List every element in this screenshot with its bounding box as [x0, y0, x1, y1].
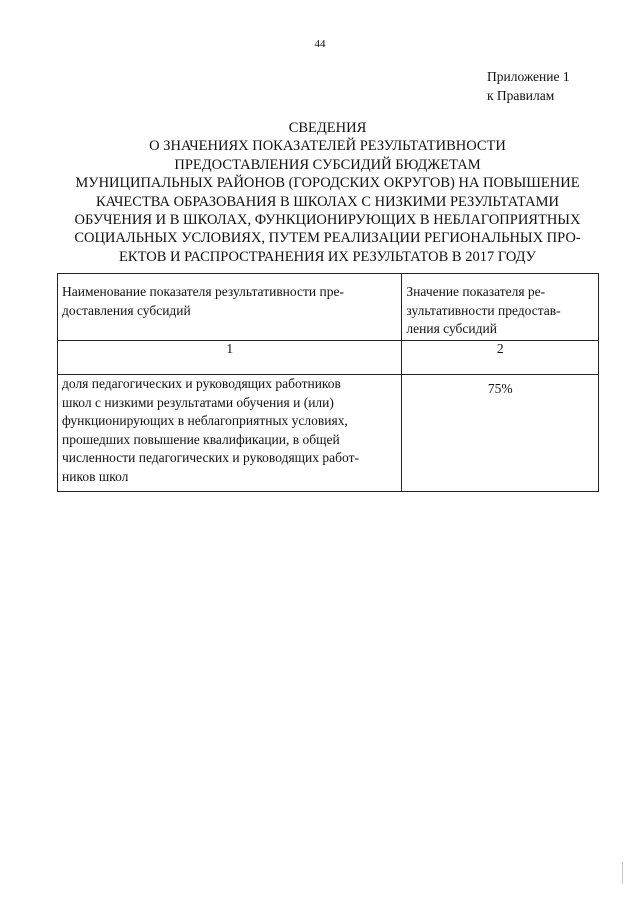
table-header-row — [58, 274, 599, 341]
column-number-1: 1 — [58, 341, 402, 375]
header-cell-value — [402, 274, 599, 341]
heading-line: ЕКТОВ И РАСПРОСТРАНЕНИЯ ИХ РЕЗУЛЬТАТОВ В 2017 ГОДУ — [119, 248, 536, 265]
appendix-reference — [487, 67, 570, 105]
heading-line: ОБУЧЕНИЯ И В ШКОЛАХ, ФУНКЦИОНИРУЮЩИХ В НЕБЛАГОПРИЯТНЫХ — [74, 212, 581, 229]
header-text-line: зультативности предостав- — [406, 302, 561, 318]
scan-edge-mark — [622, 862, 623, 884]
appendix-line: Приложение 1 — [487, 69, 570, 84]
heading-line: КАЧЕСТВА ОБРАЗОВАНИЯ В ШКОЛАХ С НИЗКИМИ РЕЗУЛЬТАТАМИ — [96, 193, 559, 210]
indicator-text-line: численности педагогических и руководящих работ- — [62, 450, 359, 465]
table-row — [58, 375, 599, 492]
appendix-line: к Правилам — [487, 88, 555, 103]
indicator-text-line: школ с низкими результатами обучения и (или) — [62, 394, 334, 410]
indicator-text-line: ников школ — [62, 468, 129, 484]
header-text-line: доставления субсидий — [62, 302, 191, 318]
indicator-text-line: функционирующих в неблагоприятных условиях, — [62, 413, 348, 428]
indicator-name-cell — [58, 375, 402, 492]
header-text-line: Значение показателя ре- — [406, 284, 546, 299]
heading-line: МУНИЦИПАЛЬНЫХ РАЙОНОВ (ГОРОДСКИХ ОКРУГОВ) НА ПОВЫШЕНИЕ — [75, 175, 580, 192]
column-number-2: 2 — [402, 341, 599, 375]
heading-line: СВЕДЕНИЯ — [288, 120, 367, 136]
heading-line: ПРЕДОСТАВЛЕНИЯ СУБСИДИЙ БЮДЖЕТАМ — [174, 156, 481, 173]
column-number-row — [58, 341, 599, 375]
indicator-value: 75% — [487, 381, 513, 396]
document-heading — [55, 119, 600, 266]
page-number: 44 — [314, 38, 326, 50]
indicator-value-cell — [402, 375, 599, 492]
indicators-table — [57, 273, 599, 492]
header-cell-name — [58, 274, 402, 341]
heading-line: О ЗНАЧЕНИЯХ ПОКАЗАТЕЛЕЙ РЕЗУЛЬТАТИВНОСТИ — [149, 138, 506, 155]
indicator-text-line: прошедших повышение квалификации, в общей — [62, 431, 340, 447]
indicator-text-line: доля педагогических и руководящих работников — [62, 376, 341, 391]
header-text-line: Наименование показателя результативности пре- — [62, 284, 344, 299]
heading-line: СОЦИАЛЬНЫХ УСЛОВИЯХ, ПУТЕМ РЕАЛИЗАЦИИ РЕГИОНАЛЬНЫХ ПРО- — [74, 230, 581, 247]
header-text-line: ления субсидий — [406, 321, 497, 336]
